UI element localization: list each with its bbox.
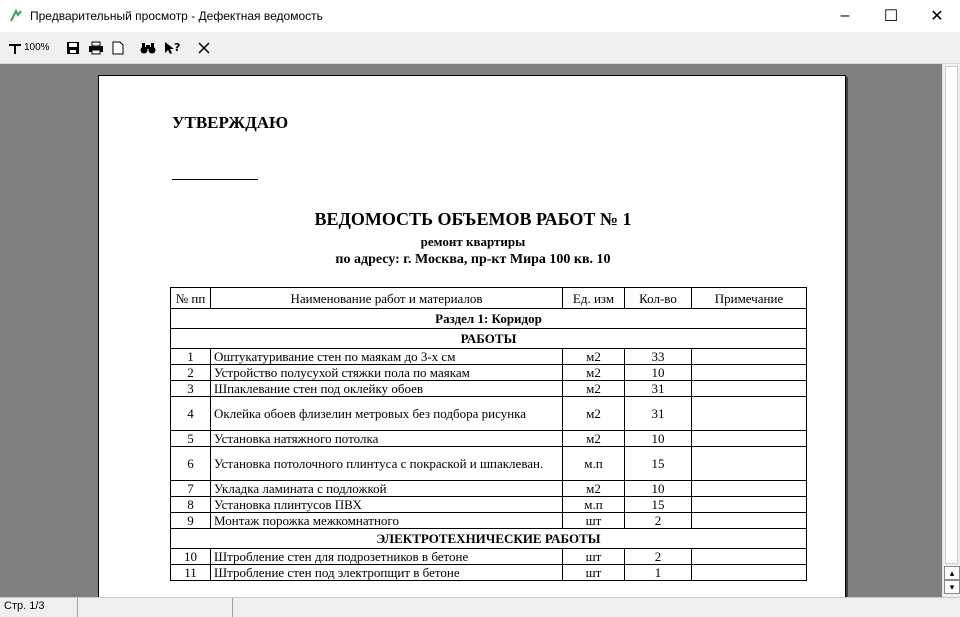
cell-name: Монтаж порожка межкомнатного <box>211 513 563 529</box>
cell-name: Укладка ламината с подложкой <box>211 481 563 497</box>
cell-qty: 33 <box>625 349 692 365</box>
page-setup-button[interactable] <box>110 36 126 60</box>
table-row <box>171 365 807 381</box>
cell-note <box>692 481 807 497</box>
cell-num: 4 <box>171 397 211 431</box>
cell-num: 11 <box>171 565 211 581</box>
cell-note <box>692 549 807 565</box>
vertical-scrollbar[interactable] <box>942 64 960 597</box>
cell-unit: м2 <box>563 397 625 431</box>
cell-name: Шпаклевание стен под оклейку обоев <box>211 381 563 397</box>
cell-unit: м.п <box>563 497 625 513</box>
printer-icon <box>88 41 104 55</box>
cell-qty: 10 <box>625 481 692 497</box>
document-subtitle: ремонт квартиры <box>420 234 526 249</box>
status-cell <box>78 598 233 617</box>
cell-unit: м.п <box>563 447 625 481</box>
cell-qty: 10 <box>625 365 692 381</box>
cell-note <box>692 431 807 447</box>
cell-num: 7 <box>171 481 211 497</box>
cell-qty: 1 <box>625 565 692 581</box>
cell-num: 10 <box>171 549 211 565</box>
page-indicator: Стр. 1/3 <box>0 598 78 617</box>
cell-unit: м2 <box>563 349 625 365</box>
table-row <box>171 565 807 581</box>
cell-note <box>692 381 807 397</box>
cell-qty: 31 <box>625 381 692 397</box>
save-icon <box>66 41 80 55</box>
header-num: № пп <box>171 288 211 309</box>
section-row <box>171 309 807 329</box>
cell-num: 6 <box>171 447 211 481</box>
cell-note <box>692 565 807 581</box>
zoom-level: 100% <box>24 42 50 53</box>
cell-num: 1 <box>171 349 211 365</box>
table-row <box>171 481 807 497</box>
cell-name: Штробление стен для подрозетников в бетоне <box>211 549 563 565</box>
preview-area[interactable] <box>0 64 942 597</box>
cell-note <box>692 397 807 431</box>
group-title: ЭЛЕКТРОТЕХНИЧЕСКИЕ РАБОТЫ <box>171 529 807 549</box>
cell-num: 9 <box>171 513 211 529</box>
header-name: Наименование работ и материалов <box>211 288 563 309</box>
cell-qty: 31 <box>625 397 692 431</box>
cell-name: Установка потолочного плинтуса с покраской и шпаклеван. <box>211 447 563 481</box>
help-pointer-icon <box>164 41 182 55</box>
cell-unit: м2 <box>563 381 625 397</box>
document-address: по адресу: г. Москва, пр-кт Мира 100 кв. 10 <box>335 252 611 267</box>
cell-unit: шт <box>563 513 625 529</box>
cell-unit: м2 <box>563 365 625 381</box>
help-button[interactable] <box>162 36 184 60</box>
app-logo-icon <box>8 8 24 24</box>
document-title: ВЕДОМОСТЬ ОБЪЕМОВ РАБОТ № 1 <box>314 209 632 229</box>
table-row <box>171 431 807 447</box>
header-note: Примечание <box>692 288 807 309</box>
cell-name: Оклейка обоев флизелин метровых без подбора рисунка <box>211 397 563 431</box>
scroll-thumb[interactable] <box>945 66 958 564</box>
cell-num: 5 <box>171 431 211 447</box>
cell-num: 3 <box>171 381 211 397</box>
close-icon <box>198 42 210 54</box>
scroll-up-button[interactable]: ▴ <box>944 566 960 580</box>
table-row <box>171 447 807 481</box>
cell-note <box>692 365 807 381</box>
cell-note <box>692 447 807 481</box>
maximize-button[interactable]: ☐ <box>883 8 899 25</box>
binoculars-icon <box>140 41 156 55</box>
cell-name: Оштукатуривание стен по маякам до 3-х см <box>211 349 563 365</box>
table-row <box>171 381 807 397</box>
signature-line <box>172 179 258 180</box>
svg-text:?: ? <box>173 40 180 54</box>
scroll-down-button[interactable]: ▾ <box>944 580 960 594</box>
group-title: РАБОТЫ <box>171 329 807 349</box>
works-table <box>170 287 807 581</box>
find-button[interactable] <box>138 36 158 60</box>
approve-heading: УТВЕРЖДАЮ <box>172 113 289 132</box>
table-row <box>171 497 807 513</box>
cell-qty: 15 <box>625 447 692 481</box>
group-row <box>171 529 807 549</box>
section-title: Раздел 1: Коридор <box>171 309 807 329</box>
close-window-button[interactable]: ✕ <box>930 8 944 25</box>
cell-unit: шт <box>563 565 625 581</box>
table-row <box>171 549 807 565</box>
cell-unit: м2 <box>563 431 625 447</box>
cell-qty: 2 <box>625 549 692 565</box>
minimize-button[interactable]: – <box>840 7 850 24</box>
cell-qty: 10 <box>625 431 692 447</box>
cell-num: 8 <box>171 497 211 513</box>
cell-qty: 15 <box>625 497 692 513</box>
cell-num: 2 <box>171 365 211 381</box>
cell-name: Устройство полусухой стяжки пола по маякам <box>211 365 563 381</box>
cell-note <box>692 497 807 513</box>
cell-note <box>692 513 807 529</box>
header-unit: Ед. изм <box>563 288 625 309</box>
zoom-button[interactable] <box>6 36 52 60</box>
cell-note <box>692 349 807 365</box>
status-bar <box>0 597 960 617</box>
close-preview-button[interactable] <box>196 36 212 60</box>
table-header-row <box>171 288 807 309</box>
cell-unit: м2 <box>563 481 625 497</box>
table-row <box>171 513 807 529</box>
group-row <box>171 329 807 349</box>
cell-qty: 2 <box>625 513 692 529</box>
header-qty: Кол-во <box>625 288 692 309</box>
toolbar <box>0 32 960 64</box>
save-button[interactable] <box>64 36 82 60</box>
cell-name: Установка натяжного потолка <box>211 431 563 447</box>
page-icon <box>112 41 124 55</box>
cell-name: Установка плинтусов ПВХ <box>211 497 563 513</box>
table-row <box>171 397 807 431</box>
zoom-icon <box>8 41 22 55</box>
window-title: Предварительный просмотр - Дефектная ведомость <box>30 9 323 23</box>
print-button[interactable] <box>86 36 106 60</box>
title-bar <box>0 0 960 32</box>
status-cell <box>233 598 960 617</box>
cell-unit: шт <box>563 549 625 565</box>
cell-name: Штробление стен под электропщит в бетоне <box>211 565 563 581</box>
table-row <box>171 349 807 365</box>
document-page <box>98 75 846 597</box>
